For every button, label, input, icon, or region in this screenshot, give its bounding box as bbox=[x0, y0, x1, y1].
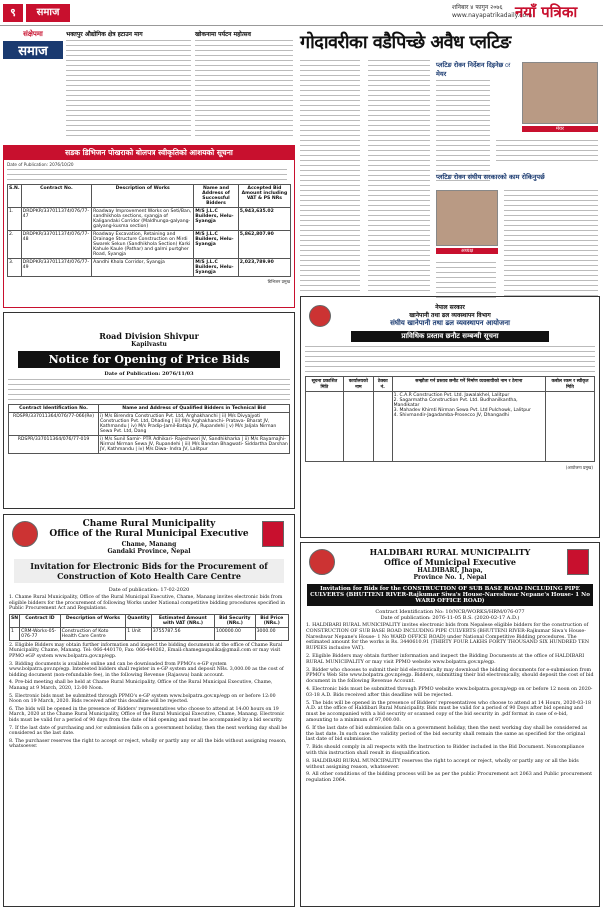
haldibari-invitation: Invitation for Bids for the CONSTRUCTION OF SUB BASE ROAD INCLUDING PIPE CULVERTS (BHUTTENI RIVER-Rajkumar Siwa's House-Nareshwar Nepane's House- 1 No WARD OFFICE ROAD) bbox=[307, 584, 593, 606]
nepal-emblem-logo bbox=[309, 305, 331, 327]
chame-province: Gandaki Province, Nepal bbox=[107, 548, 191, 555]
chame-para-8: 8. The purchaser reserves the right to accept or reject, wholly or partly any or all the bids without assigning reason, whatsoever. bbox=[9, 738, 287, 750]
th-desc: Description of Works bbox=[92, 185, 194, 208]
water-dept-notice bbox=[300, 296, 600, 538]
brief-item-1-title: भक्तपुर औद्योगिक क्षेत्र हटाउन माग bbox=[66, 31, 143, 38]
chame-para-6: 6. The bids will be opened in the presence of Bidders' representatives who choose to attend at 14:00 hours on 19 March, 2020 at the Chame Rural Municipality, Office of the Rural Municipal Executive, Chame, Manang. Electronic bids must be valid for a period of 90 days from the date of bid opening and must be accompanied by a bid security. bbox=[9, 706, 285, 723]
chame-para-2: 2. Eligible Bidders may obtain further information and inspect the bidding documents at the office of Chame Rural Municipality, Chame, Manang. Tel: 066-440170, Fax: 066-440262, Email:chamegaupalika@gmail.com or may visit PPMO eGP system www.bolpatra.gov.np/egp. bbox=[9, 642, 283, 659]
haldibari-para-3: 3. Bidder who chooses to submit their bid electronically may download the bidding documents for e-submission from PPMO's Web Site www.bolpatra.gov.np/egp. Bidders, submitting their bid electronically, should deposit the cost of bid document in the following Revenue Account. bbox=[306, 667, 594, 685]
th-security: Bid Security (NRs.) bbox=[215, 614, 256, 627]
main-story-col2 bbox=[368, 60, 430, 295]
roads-notice bbox=[3, 145, 295, 308]
header-website[interactable]: www.nayapatrikadaily.com bbox=[452, 12, 533, 19]
haldibari-logo bbox=[309, 549, 335, 575]
roads-table bbox=[7, 184, 291, 277]
shivpur-location: Kapilvastu bbox=[131, 341, 167, 348]
sub-story-1-text bbox=[436, 80, 490, 185]
th-contract-id: Contract ID bbox=[20, 614, 61, 627]
main-story-col1 bbox=[300, 60, 360, 295]
cell-contract-no bbox=[373, 392, 392, 462]
contractor-item: 4. Shivmandir-Jagadamba-Prosecco JV, Dhangadhi bbox=[393, 413, 509, 418]
contractor-item: 2. Sagarmatha Construction Pvt. Ltd. Budhanilkantha, Mandikatar bbox=[393, 398, 518, 408]
chame-para-1: 1. Chame Rural Municipality, Office of the Rural Municipal Executive, Chame, Manang invites electronic bids from eligible bidders for the procurement of following Works under National competitive bidding procedures specified in Public Procurement Act and Regulations. bbox=[9, 595, 285, 612]
chame-invitation: Invitation for Electronic Bids for the Procurement of Construction of Koto Health Care Centre bbox=[14, 559, 284, 583]
th-description: Description of Works bbox=[60, 614, 126, 627]
contractor-item: 3. Mahadev Khimti Nirman Sewa Pvt. Ltd Pulchowk, Lalitpur bbox=[393, 408, 531, 413]
brief-badge: संक्षेपमा bbox=[23, 30, 43, 38]
cell-contract-id: CRM-Works-05-076-77 bbox=[20, 627, 61, 640]
table-row bbox=[10, 627, 289, 640]
th-pub-date: सूचना प्रकाशित मिति bbox=[306, 377, 344, 392]
haldibari-para-2: 2. Eligible Bidders may obtain further information and inspect the Bidding Documents at the office of HALDIBARI RURAL MUNICIPALITY or may visit PPMO website www.bolpatra.gov.np/egp. bbox=[306, 653, 585, 665]
table-row bbox=[8, 208, 291, 231]
shivpur-office: Road Division Shivpur bbox=[99, 331, 199, 341]
cell-bidder: M/S J.L.C Builders, Helu-Syangja bbox=[194, 208, 239, 231]
shivpur-table-header bbox=[9, 405, 290, 413]
sub-story-1-text-b bbox=[496, 140, 598, 165]
cell-bidder: M/S J.L.C Builders, Helu-Syangja bbox=[194, 259, 239, 277]
cell-contract: DRDPKR/337011374/076/77-47 bbox=[21, 208, 92, 231]
water-notice-label: प्राविधिक प्रस्ताव छनौट सम्बन्धी सूचना bbox=[351, 331, 549, 342]
th-amount: कबोल रकम र स्वीकृत मिति bbox=[545, 377, 594, 392]
cell-desc: Roadway Excavation, Retaining and Drainage Structure Construction on Mirdi Swarek Sekun (Sandhikhola Section) Karki Kahule Kaule (Pathar) and galmi purtgher Road, Syangja bbox=[92, 231, 194, 259]
page-number: ९ bbox=[3, 4, 23, 22]
brief-news-column bbox=[3, 30, 63, 142]
shivpur-title: Notice for Opening of Price Bids bbox=[18, 351, 280, 368]
brief-item-2 bbox=[195, 30, 293, 142]
shivpur-table bbox=[8, 404, 290, 454]
th-office: कार्यालयको नाम bbox=[343, 377, 373, 392]
sub-story-2-title: प्लटिङ रोक्न संघीय सरकारको काम रोकिनुपर्छ bbox=[436, 173, 545, 181]
roads-notice-title: सडक डिभिजन पोखराको बोलपत्र स्वीकृतिको आशयको सूचना bbox=[4, 146, 294, 160]
haldibari-date: Date of publication: 2076-11-05 B.S. (2020-02-17 A.D.) bbox=[380, 615, 520, 621]
cell-amount: 5,862,807.90 bbox=[238, 231, 290, 259]
th-contractor: सम्झौता गर्न प्रस्ताव छनौट गर्ने निर्माण व्यवसायीको नाम र ठेगाना bbox=[392, 377, 545, 392]
chame-title2: Office of the Rural Municipal Executive bbox=[49, 529, 249, 539]
chame-para-7: 7. If the last date of purchasing and /or submission falls on a government holiday, then the next working day shall be considered as the last date. bbox=[9, 725, 288, 737]
sub-story-2-text bbox=[504, 190, 598, 300]
haldibari-para-7: 7. Bids should comply in all respects with the Instruction to Bidder included in the Bid Document. Noncompliance with this instruction shall result in disqualification. bbox=[306, 745, 585, 756]
water-notice-footer: (आयोजना प्रमुख) bbox=[565, 465, 593, 470]
haldibari-para-9: 9. All other conditions of the bidding process will be as per the public Procurement act 2063 and Public procurement regulation 2064. bbox=[306, 772, 593, 784]
water-dept: खानेपानी तथा ढल व्यवस्थापन विभाग bbox=[409, 312, 491, 319]
brief-item-1 bbox=[66, 30, 191, 142]
water-project: संघीय खानेपानी तथा ढल व्यवस्थापन आयोजना bbox=[390, 319, 510, 327]
roads-notice-intro: Date of Publication: 2076/10/20 bbox=[7, 162, 74, 167]
chame-para-5: 5. Electronic bids must be submitted through PPMO's e-GP system www.bolpatra.gov.np/egp on or before 12:00 Noon on 19 March, 2020. Bids received after this deadline will be rejected. bbox=[9, 693, 276, 705]
chame-address: Chame, Manang bbox=[121, 541, 177, 548]
roads-notice-footer: डिभिजन प्रमुख bbox=[267, 279, 290, 285]
nepal-flag-logo bbox=[567, 549, 589, 575]
th-sn: S.N. bbox=[8, 185, 22, 208]
cell-sn: 1. bbox=[8, 208, 22, 231]
water-notice-body bbox=[305, 346, 595, 372]
haldibari-title1: HALDIBARI RURAL MUNICIPALITY bbox=[369, 547, 531, 557]
th-amount: Accepted Bid Amount including VAT & PS NRs bbox=[238, 185, 290, 208]
chame-para-4: 4. Pre-bid meeting shall be held at Chame Rural Municipality, Office of the Rural Municipal Executive, Chame, Manang at 9 March, 2020, 12:00 Noon. bbox=[9, 680, 273, 691]
roads-notice-body bbox=[4, 169, 290, 180]
haldibari-para-8: 8. HALDIBARI RURAL MUNICIPALITY reserves the right to accept or reject, wholly or partly any or all the bids without assigning reason, whatsoever. bbox=[306, 758, 579, 770]
main-headline: गोदावरीका वडैपिच्छे अवैध प्लटिङ bbox=[300, 32, 511, 53]
roads-table-header bbox=[8, 185, 291, 208]
th-bidders: Name and Address of Qualified Bidders in Technical Bid bbox=[99, 405, 290, 413]
chame-notice bbox=[3, 514, 295, 907]
cell-pub-date bbox=[306, 392, 344, 462]
chame-table-header bbox=[10, 614, 289, 627]
cell-amount bbox=[545, 392, 594, 462]
cell-sn: 2. bbox=[8, 231, 22, 259]
cell-bidder: M/S J.L.C Builders, Helu-Syangja bbox=[194, 231, 239, 259]
table-row bbox=[8, 231, 291, 259]
haldibari-para-1: 1. HALDIBARI RURAL MUNICIPALITY invites electronic bids from Nepalese eligible bidders for the construction of CONSTRUCTION OF SUB BASE ROAD INCLUDING PIPE CULVERTS (BHUTTENI RIVER-Rajkumar Siwa's House-Nareshwar Nepane's House- 1 No WARD OFFICE ROAD) under National Competitive Bidding procedures. The estimated amount for the works is Rs. 3440610.91 (THIRTY FOUR LAKHS FORTY THOUSAND SIX HUNDRED TEN RUPEES inclusive VAT). bbox=[306, 623, 590, 652]
water-table-header bbox=[306, 377, 595, 392]
th-contract-no: ठेक्का नं. bbox=[373, 377, 392, 392]
cell-amount: 2,023,789.90 bbox=[238, 259, 290, 277]
contractor-item: 1. C.A.R Construction Pvt. Ltd. Jawalakhel, Lalitpur bbox=[393, 393, 510, 398]
th-estimate: Estimated Amount with VAT (NRs.) bbox=[151, 614, 214, 627]
th-contract-id: Contract Identification No. bbox=[9, 405, 99, 413]
brief-item-1-text bbox=[66, 40, 191, 140]
cell-sn: 1 bbox=[10, 627, 20, 640]
cell-description: Construction of Koto Health Care Centre bbox=[60, 627, 126, 640]
section-label: समाज bbox=[26, 4, 70, 22]
th-quantity: Quantity bbox=[126, 614, 152, 627]
cell-sn: 3. bbox=[8, 259, 22, 277]
page-header bbox=[0, 0, 603, 26]
haldibari-province: Province No. 1, Nepal bbox=[413, 574, 487, 581]
cell-contract: DRDPKR/337011374/076/77-48 bbox=[21, 231, 92, 259]
nepal-flag-logo bbox=[262, 521, 284, 547]
haldibari-para-4: 4. Electronic bids must be submitted through PPMO website www.bolpatra.gov.np/egp on or before 12 noon on 2020-03-18 A.D. Bids received after this deadline will be rejected. bbox=[306, 686, 593, 698]
header-date: शनिबार ४ फागुन २०७६ bbox=[452, 4, 503, 11]
brief-title: समाज bbox=[3, 41, 63, 59]
water-table bbox=[305, 376, 595, 462]
cell-estimate: 3755787.56 bbox=[151, 627, 214, 640]
cell-security: 100000.00 bbox=[215, 627, 256, 640]
table-row bbox=[306, 392, 595, 462]
table-row bbox=[9, 436, 290, 454]
th-price: Bid Price (NRs.) bbox=[255, 614, 288, 627]
th-sn: SN bbox=[10, 614, 20, 627]
haldibari-para-5: 5. The bids will be opened in the presence of Bidders' representatives who choose to attend at 14 Hours, 2020-03-18 A.D. at the office of Haldibari Rural Municipality. Bids must be valid for a period of 90 Days after bid opening and must be accompanied with a bid security or scanned copy of the bid security in .pdf format in case of e-bid, amounting to a minimum of 97,000.00. bbox=[306, 700, 592, 723]
cell-contract: DRDPKR/337011374/076/77-49 bbox=[21, 259, 92, 277]
shivpur-date: Date of Publication: 2076/11/03 bbox=[104, 371, 194, 377]
haldibari-title2: Office of Municipal Executive bbox=[383, 557, 517, 567]
chame-para-3: 3. Bidding documents is available online and can be downloaded from PPMO's e-GP system www.bolpatra.gov.np/egp. Interested bidders shall register in e-GP system and deposit NRs. 3,000.00 as the cost of bidding document (non-refundable fee), in the following Revenue (Rajaswa) bank account. bbox=[9, 661, 284, 678]
chame-logo bbox=[12, 521, 38, 547]
brief-item-2-title: खोकनामा पर्यटन महोत्सव bbox=[195, 31, 251, 38]
th-bidder: Name and Address of Successful Bidders bbox=[194, 185, 239, 208]
sub-story-1-title: प्लटिङ रोक्न निर्देशन दिइनेछ ः मेयर bbox=[436, 61, 511, 78]
haldibari-contract: Contract Identification No: 10/NCB/WORKS/HRM/076-077 bbox=[375, 609, 525, 615]
brief-item-2-text bbox=[195, 40, 293, 140]
th-contract: Contract No. bbox=[21, 185, 92, 208]
haldibari-para-6: 6. If the last date of bid submission falls on a government holiday, then the next working day shall be considered as the last date. In such case the validity period of the bid security shall remain the same as specified for the original last date of bid submission. bbox=[306, 725, 588, 743]
cell-quantity: 1 Unit bbox=[126, 627, 152, 640]
cell-desc: Aandhi Khola Corridor, Syangja bbox=[92, 259, 194, 277]
cell-contractors bbox=[392, 392, 545, 462]
cell-desc: Roadway Improvement Works on Seti/Ban, sandhikhola sections, syangja of Kaligandaki Corridor (Maldhunga-galyang-galyang-kusma section) bbox=[92, 208, 194, 231]
water-org: नेपाल सरकार bbox=[435, 304, 465, 311]
cell-bidders: i) M/s Sunil Samir- PTR Adhikari- Rajeshwori JV, Sandhikharka | ii) M/s Rayamajhi- Nirmal Nirman Sewa JV, Rupandehi | iii) M/s Bandan Bhagwati- Siddartha Darshan JV, Kathmandu | iv) M/s Diwa- Indra JV, Lalitpur bbox=[100, 437, 288, 452]
cell-office bbox=[343, 392, 373, 462]
cell-bidders: i) M/s Birendra Construction Pvt. Ltd, Arghakhanchi | ii) M/s Divyajyoti Construction Pvt. Ltd, Dhading | iii) M/s Arghakhanchi- Pratava- Bharat JV, Kathmandu | iv) M/s Pradip-Jamil-Bataja JV, Rupandehi | v) M/s Jaljala Nirman Sewa Pvt. Ltd, Dang bbox=[99, 413, 290, 436]
chame-table bbox=[9, 614, 289, 641]
chairman-photo bbox=[436, 190, 498, 246]
cell-price: 3000.00 bbox=[255, 627, 288, 640]
chairman-caption: अध्यक्ष bbox=[436, 248, 498, 254]
newspaper-logo: नयाँ पत्रिका bbox=[515, 3, 578, 21]
mayor-photo bbox=[522, 62, 598, 124]
cell-contract-id: RDSPR/337011364/076/77-019 bbox=[9, 436, 99, 454]
table-row bbox=[8, 259, 291, 277]
shivpur-body bbox=[8, 379, 290, 400]
haldibari-notice bbox=[300, 542, 600, 907]
mayor-caption: मेयर bbox=[522, 126, 598, 132]
cell-contract-id: RDSPR/337011364/076/77-066(Re) bbox=[9, 413, 99, 436]
table-row bbox=[9, 413, 290, 436]
chame-date: Date of publication: 17-02-2020 bbox=[108, 587, 190, 593]
chame-title1: Chame Rural Municipality bbox=[82, 519, 216, 529]
haldibari-address: HALDIBARI, Jhapa, bbox=[417, 567, 483, 574]
shivpur-notice bbox=[3, 312, 295, 509]
cell-amount: 5,943,635.02 bbox=[238, 208, 290, 231]
